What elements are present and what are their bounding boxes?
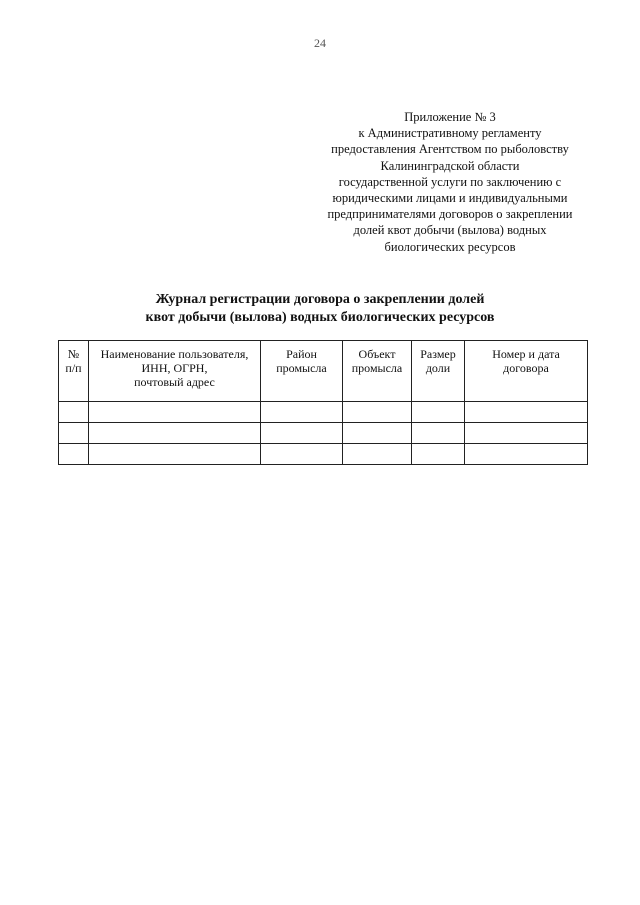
table-cell[interactable]	[59, 444, 89, 465]
journal-title-line: Журнал регистрации договора о закреплении долей	[155, 292, 485, 307]
table-cell[interactable]	[89, 423, 261, 444]
table-cell[interactable]	[412, 402, 465, 423]
appendix-line: Приложение № 3	[404, 110, 496, 124]
table-cell[interactable]	[261, 423, 343, 444]
table-cell[interactable]	[261, 444, 343, 465]
table-row	[59, 444, 588, 465]
table-cell[interactable]	[89, 402, 261, 423]
appendix-line: предоставления Агентством по рыболовству	[331, 142, 569, 157]
table-cell[interactable]	[343, 423, 412, 444]
appendix-line: к Административному регламенту	[358, 126, 542, 141]
table-cell[interactable]	[59, 402, 89, 423]
appendix-line: государственной услуги по заключению с	[338, 174, 562, 189]
table-cell[interactable]	[261, 402, 343, 423]
table-cell[interactable]	[59, 423, 89, 444]
appendix-line: предпринимателями договоров о закреплении	[327, 207, 573, 222]
table-cell[interactable]	[412, 444, 465, 465]
header-contract-number-date: Номер и дата договора	[465, 341, 588, 402]
table-row	[59, 423, 588, 444]
journal-title	[80, 291, 560, 327]
header-fishing-object: Объект промысла	[343, 341, 412, 402]
appendix-line: юридическими лицами и индивидуальными	[332, 191, 568, 206]
appendix-line: Калининградской области	[380, 158, 520, 173]
table-cell[interactable]	[343, 444, 412, 465]
registration-journal-table	[58, 340, 588, 465]
table-header-row	[59, 341, 588, 402]
table-row	[59, 402, 588, 423]
page-number: 24	[314, 36, 326, 50]
table-cell[interactable]	[465, 423, 588, 444]
header-share-size: Размер доли	[412, 341, 465, 402]
table-cell[interactable]	[343, 402, 412, 423]
header-user-name: Наименование пользователя, ИНН, ОГРН, почтовый адрес	[89, 341, 261, 402]
table-cell[interactable]	[412, 423, 465, 444]
appendix-line: биологических ресурсов	[384, 239, 516, 254]
table-cell[interactable]	[465, 402, 588, 423]
header-number: № п/п	[59, 341, 89, 402]
table-cell[interactable]	[465, 444, 588, 465]
journal-title-line: квот добычи (вылова) водных биологических ресурсов	[145, 310, 495, 325]
table-cell[interactable]	[89, 444, 261, 465]
header-fishing-area: Район промысла	[261, 341, 343, 402]
appendix-line: долей квот добычи (вылова) водных	[353, 223, 547, 238]
appendix-block	[292, 109, 608, 255]
